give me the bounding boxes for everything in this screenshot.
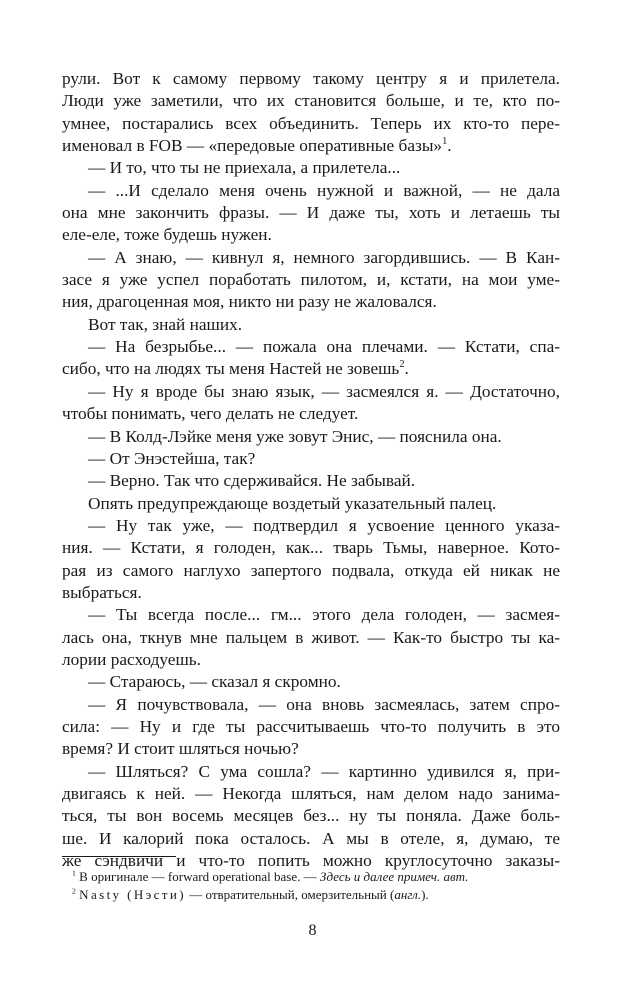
footnote-2-number: 2 [72, 886, 76, 896]
text-line [62, 694, 560, 716]
text-line [62, 582, 560, 604]
text-line [62, 202, 560, 224]
text-line [62, 135, 560, 157]
text-line [62, 381, 560, 403]
text-line-content: еле-еле, тоже будешь нужен. [62, 225, 272, 245]
footnote-2-italic: англ. [394, 887, 422, 902]
footnote-2-tail: ). [421, 887, 429, 902]
text-line [62, 358, 560, 380]
text-line [62, 716, 560, 738]
text-line [62, 560, 560, 582]
text-line [62, 426, 560, 448]
text-line [62, 68, 560, 90]
text-line [62, 805, 560, 827]
text-line [62, 470, 560, 492]
text-line [62, 180, 560, 202]
text-line-content: — ...И сделало меня очень нужной и важной, — не дала [88, 180, 560, 200]
text-line-content: время? И стоит шляться ночью? [62, 739, 299, 759]
text-line [62, 604, 560, 626]
text-line [62, 761, 560, 783]
text-line [62, 537, 560, 559]
footnote-ref: 1 [442, 136, 448, 148]
text-line [62, 403, 560, 425]
text-line-content: сибо, что на людях ты меня Настей не зовешь [62, 359, 400, 379]
text-line-content: двигаясь к ней. — Некогда шляться, нам делом надо занима- [62, 784, 560, 803]
text-line [62, 291, 560, 313]
text-line-content: — Я почувствовала, — она вновь засмеялась, затем спро- [88, 694, 560, 714]
text-line-content: Люди уже заметили, что их становится больше, и те, кто по- [62, 91, 560, 111]
footnote-2-term: Nasty (Нэсти) [79, 887, 186, 902]
text-line-content: — От Энэстейша, так? [88, 448, 256, 468]
text-line-content: ше. И калорий пока осталось. А мы в отеле, я, думаю, те [62, 828, 560, 848]
text-line-content: — И то, что ты не приехала, а прилетела... [88, 158, 401, 178]
text-line-content: ться, ты вон восемь месяцев без... ну ты поняла. Даже боль- [62, 806, 560, 826]
text-line [62, 314, 560, 336]
text-line-content: — Шляться? С ума сошла? — картинно удивился я, при- [88, 761, 560, 781]
footnote-divider [62, 856, 176, 857]
text-line [62, 627, 560, 649]
text-line-content: сила: — Ну и где ты рассчитываешь что-то получить в это [62, 716, 560, 736]
text-line [62, 828, 560, 850]
text-line [62, 493, 560, 515]
footnote-1-text: В оригинале — forward operational base. — [79, 869, 320, 884]
text-line-content: засе я уже успел поработать пилотом, и, кстати, на мои уме- [62, 270, 560, 290]
text-line-content: Опять предупреждающе воздетый указательный палец. [88, 493, 497, 513]
footnote-2 [72, 886, 560, 903]
text-line-content: — Стараюсь, — сказал я скромно. [88, 672, 341, 692]
text-line-content: она мне закончить фразы. — И даже ты, хоть и летаешь ты [62, 203, 560, 223]
footnote-1 [72, 868, 560, 885]
text-line [62, 649, 560, 671]
text-line [62, 671, 560, 693]
footnote-ref: 2 [399, 359, 405, 371]
text-line-content: Вот так, знай наших. [88, 314, 243, 334]
text-line-content: чтобы понимать, чего делать не следует. [62, 404, 359, 424]
text-line-content: ния. — Кстати, я голоден, как... тварь Тьмы, наверное. Кото- [62, 538, 560, 558]
text-line [62, 515, 560, 537]
footnote-1-italic: Здесь и далее примеч. авт. [319, 869, 469, 884]
text-line-content: же сэндвичи и что-то попить можно круглосуточно заказы- [62, 851, 560, 871]
text-line-content: именовал в FOB — «передовые оперативные базы» [62, 136, 443, 156]
text-line [62, 269, 560, 291]
text-line-content: — Верно. Так что сдерживайся. Не забывай. [88, 471, 416, 491]
text-line-content: рая из самого наглухо запертого подвала, откуда ей никак не [62, 560, 560, 580]
text-line-content: лории расходуешь. [62, 649, 201, 669]
footnote-1-number: 1 [72, 868, 76, 878]
text-line [62, 157, 560, 179]
text-line [62, 113, 560, 135]
text-line-content: — А знаю, — кивнул я, немного загордившись. — В Кан- [88, 247, 560, 267]
text-line-content: — Ну так уже, — подтвердил я усвоение ценного указа- [88, 515, 560, 535]
text-line [62, 448, 560, 470]
body-text [62, 68, 560, 872]
text-line-tail: . [404, 359, 409, 379]
text-line-content: выбраться. [62, 582, 142, 602]
text-line-content: лась она, ткнув мне пальцем в живот. — Как-то быстро ты ка- [62, 627, 560, 647]
text-line [62, 90, 560, 112]
text-line-content: ния, драгоценная моя, никто ни разу не жаловался. [62, 292, 437, 312]
text-line [62, 247, 560, 269]
text-line-content: — В Колд-Лэйке меня уже зовут Энис, — пояснила она. [88, 426, 502, 446]
text-line-content: — Ну я вроде бы знаю язык, — засмеялся я. — Достаточно, [88, 381, 560, 401]
page-number: 8 [308, 922, 317, 939]
text-line-content: — Ты всегда после... гм... этого дела голоден, — засмея- [88, 605, 560, 625]
footnote-2-text: — отвратительный, омерзительный ( [185, 887, 395, 902]
text-line-tail: . [447, 136, 452, 156]
text-line-content: умнее, постарались всех объединить. Теперь их кто-то пере- [62, 113, 560, 133]
text-line [62, 738, 560, 760]
text-line [62, 336, 560, 358]
text-line [62, 224, 560, 246]
text-line-content: рули. Вот к самому первому такому центру я и прилетела. [62, 69, 560, 88]
text-line [62, 783, 560, 805]
text-line-content: — На безрыбье... — пожала она плечами. — Кстати, спа- [88, 337, 560, 357]
